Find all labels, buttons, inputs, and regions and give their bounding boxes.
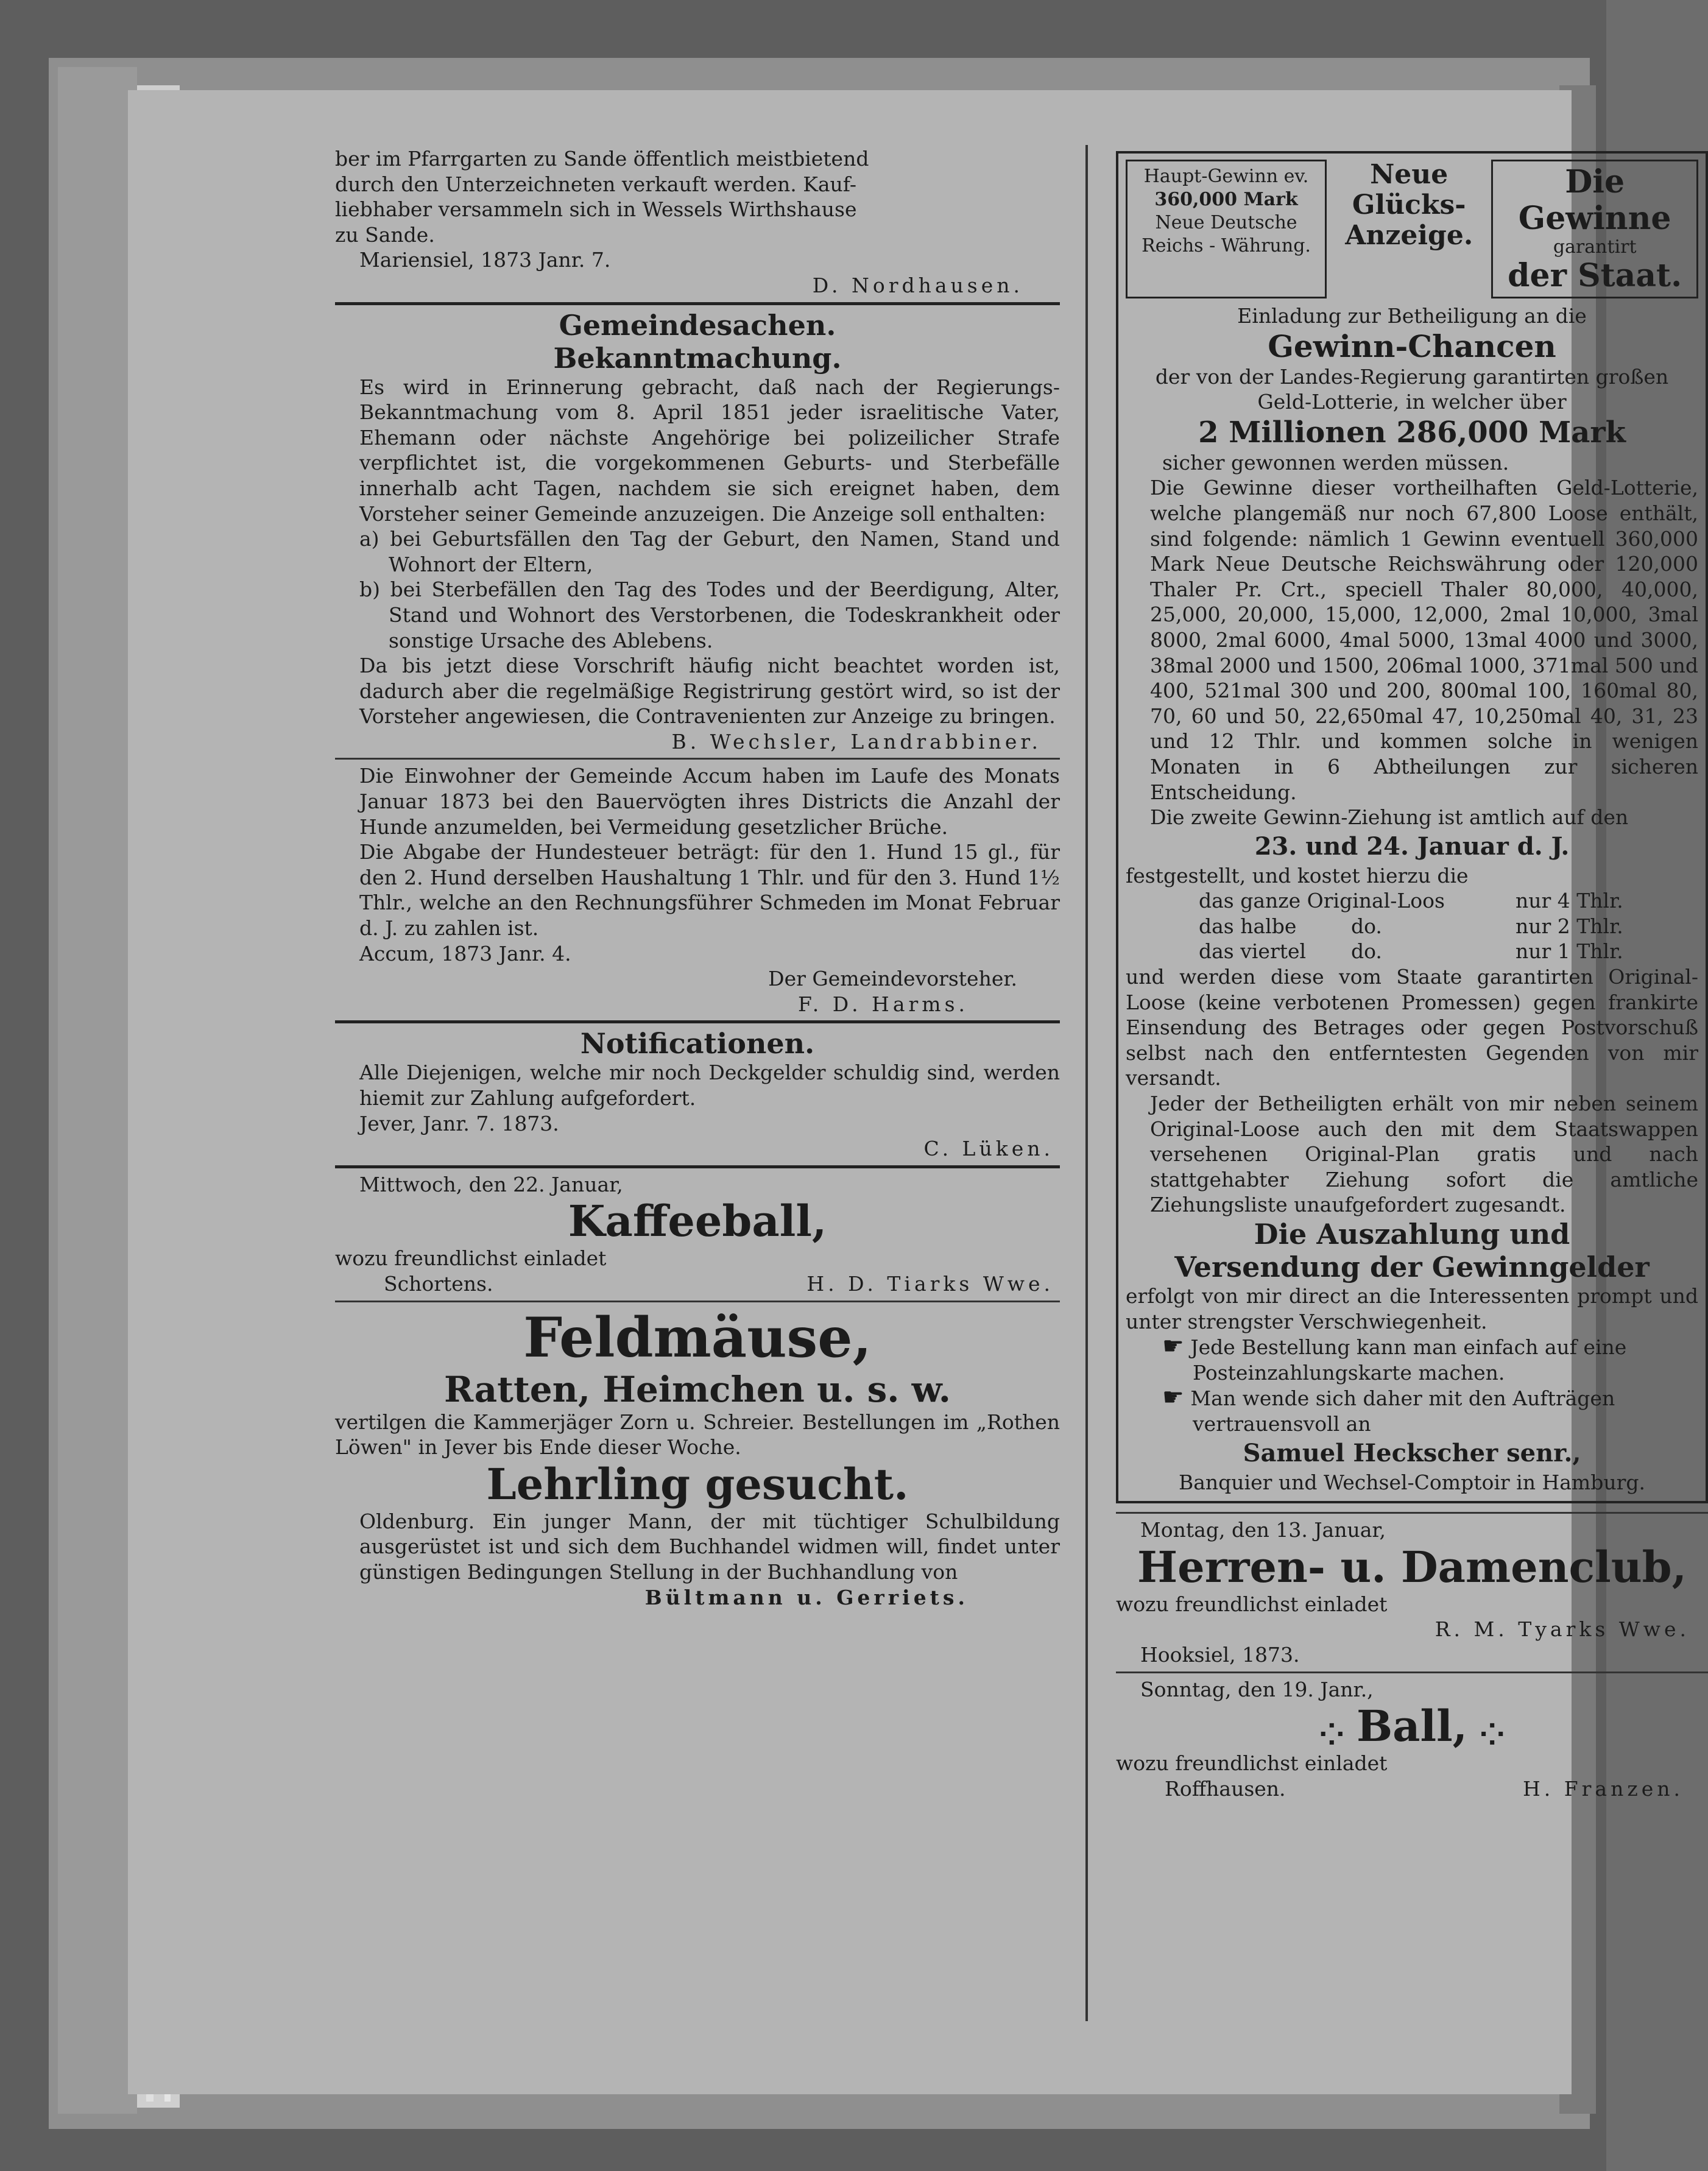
box-line: Neue <box>1370 159 1449 190</box>
box-line: 360,000 Mark <box>1154 189 1298 210</box>
box-line: Neue Deutsche <box>1155 212 1297 233</box>
paragraph: Da bis jetzt diese Vorschrift häufig nicht beachtet worden ist, dadurch aber die regelmäßige Registrirung gestört wird, so ist der Vorsteher angewiesen, die Contravenienten zur Anzeige zu bringen. <box>359 654 1060 729</box>
versendung-title: Versendung der Gewinngelder <box>1174 1251 1650 1283</box>
accum-signature: F. D. Harms. <box>798 992 969 1016</box>
ball-footer <box>1116 1776 1708 1802</box>
newspaper-page <box>128 90 1698 2094</box>
ball-title: Ball, <box>1356 1701 1468 1752</box>
section-divider <box>335 1301 1060 1302</box>
rabbi-signature: B. Wechsler, Landrabbiner. <box>671 729 1042 754</box>
price-item: das ganze Original-Loos <box>1199 889 1445 913</box>
ball-place: Roffhausen. <box>1165 1776 1286 1801</box>
lehrling-signature: Bültmann u. Gerriets. <box>644 1585 969 1609</box>
section-divider <box>335 1020 1060 1023</box>
price-ditto: do. <box>1351 939 1382 964</box>
bestellung-block <box>1126 1334 1698 1436</box>
price-row <box>1199 914 1698 939</box>
kaffee-footer <box>335 1271 1060 1297</box>
lottery-header <box>1126 160 1698 298</box>
notificationen-heading: Notificationen. <box>580 1027 815 1061</box>
haupt-gewinn-box <box>1126 160 1327 298</box>
price-amount: nur 4 Thlr. <box>1516 889 1623 913</box>
accum-signature-title: Der Gemeindevorsteher. <box>768 967 1017 991</box>
box-line: Anzeige. <box>1345 220 1473 251</box>
bekanntmachung-heading: Bekanntmachung. <box>553 341 842 375</box>
paragraph: Es wird in Erinnerung gebracht, daß nach der Regierungs-Bekanntmachung vom 8. April 1851 jeder israelitische Vater, Ehemann oder nächste Angehörige bei polizeilicher Strafe verpflichtet ist, die vorgekommenen Geburts- und Sterbefälle innerhalb acht Tagen, nachdem sie sich ereignet haben, dem Vorsteher seiner Gemeinde anzuzeigen. Die Anzeige soll enthalten: <box>359 375 1060 526</box>
intro-place-date: Mariensiel, 1873 Janr. 7. <box>359 248 611 272</box>
column-divider <box>1085 145 1088 2021</box>
wende-text: Man wende sich daher mit den Aufträgen <box>1190 1386 1615 1411</box>
club-date: Montag, den 13. Januar, <box>1140 1518 1386 1542</box>
paragraph: Jeder der Betheiligten erhält von mir neben seinem Original-Loose auch den mit dem Staatswappen versehenen Original-Plan gratis und nach stattgehabter Ziehung sofort die amtliche Ziehungsliste unaufgefordert zugesandt. <box>1150 1092 1698 1217</box>
intro-signature: D. Nordhausen. <box>812 273 1023 297</box>
lehrling-text <box>335 1509 1060 1610</box>
ball-date: Sonntag, den 19. Janr., <box>1140 1677 1374 1701</box>
price-ditto: do. <box>1351 914 1382 938</box>
paragraph: Alle Diejenigen, welche mir noch Deckgelder schuldig sind, werden hiemit zur Zahlung aufgefordert. <box>359 1061 1060 1110</box>
notificationen-notice <box>335 1060 1060 1161</box>
intro-line: liebhaber versammeln sich in Wessels Wirthshause <box>335 197 857 222</box>
price-row <box>1199 939 1698 964</box>
club-signature: R. M. Tyarks Wwe. <box>1435 1617 1690 1642</box>
paragraph: Oldenburg. Ein junger Mann, der mit tüchtiger Schulbildung ausgerüstet ist und sich dem Buchhandel widmen will, findet unter günstigen Bedingungen Stellung in der Buchhandlung von <box>359 1509 1060 1584</box>
kaffeeball-ad <box>335 1172 1060 1297</box>
kaffee-signature: H. D. Tiarks Wwe. <box>806 1271 1054 1296</box>
damenclub-ad <box>1116 1517 1708 1667</box>
banker-name: Samuel Heckscher senr., <box>1243 1438 1581 1467</box>
staat-garantie-box <box>1491 160 1698 298</box>
list-item: a) bei Geburtsfällen den Tag der Geburt, den Namen, Stand und Wohnort der Eltern, <box>359 527 1060 576</box>
intro-line: durch den Unterzeichneten verkauft werden. Kauf- <box>335 172 856 196</box>
box-line: Die Gewinne <box>1518 163 1671 237</box>
section-divider <box>335 302 1060 305</box>
kostet-line: festgestellt, und kostet hierzu die <box>1126 863 1469 888</box>
lotterie-text: der von der Landes-Regierung garantirten großen Geld-Lotterie, in welcher über <box>1155 364 1669 414</box>
invite-line: Einladung zur Betheiligung an die <box>1237 304 1587 328</box>
pointing-hand-icon: ☛ <box>1162 1383 1184 1412</box>
versand-text <box>1126 964 1698 1218</box>
left-column <box>335 146 1060 1610</box>
price-item: das viertel <box>1199 939 1307 964</box>
ziehung-date: 23. und 24. Januar d. J. <box>1254 831 1570 861</box>
club-title: Herren- u. Damenclub, <box>1137 1541 1687 1592</box>
kaffee-place: Schortens. <box>384 1271 493 1296</box>
paragraph: Die zweite Gewinn-Ziehung ist amtlich auf den <box>1150 805 1629 830</box>
wende-line <box>1162 1385 1698 1411</box>
erfolgt-text: erfolgt von mir direct an die Interessenten prompt und unter strengster Verschwiegenheit. <box>1126 1284 1698 1333</box>
ball-ad <box>1116 1677 1708 1802</box>
accum-notice <box>335 763 1060 1017</box>
list-item: b) bei Sterbefällen den Tag des Todes und der Beerdigung, Alter, Stand und Wohnort des Verstorbenen, die Todeskrankheit oder sonstige Ursache des Ablebens. <box>359 577 1060 652</box>
price-item: das halbe <box>1199 914 1297 938</box>
notif-signature: C. Lüken. <box>923 1137 1054 1161</box>
club-invite: wozu freundlichst einladet <box>1116 1592 1388 1616</box>
glueck-anzeige-box <box>1333 160 1485 298</box>
bestellung-line <box>1162 1360 1698 1386</box>
notif-place-date: Jever, Janr. 7. 1873. <box>359 1111 559 1135</box>
sicher-line: sicher gewonnen werden müssen. <box>1162 450 1509 475</box>
kaffee-invite: wozu freundlichst einladet <box>335 1246 607 1271</box>
right-column <box>1116 151 1708 1801</box>
pointing-hand-icon: ☛ <box>1162 1332 1184 1361</box>
lottery-ad <box>1116 151 1708 1503</box>
club-place: Hooksiel, 1873. <box>1140 1642 1300 1667</box>
box-line: garantirt <box>1553 236 1637 258</box>
feldmaeuse-subtitle: Ratten, Heimchen u. s. w. <box>444 1368 951 1410</box>
price-row <box>1199 888 1698 914</box>
ball-invite: wozu freundlichst einladet <box>1116 1751 1388 1776</box>
box-line: der Staat. <box>1508 257 1682 294</box>
ball-title-row <box>1116 1701 1708 1761</box>
box-line: Glücks- <box>1352 189 1466 221</box>
intro-line: ber im Pfarrgarten zu Sande öffentlich meistbietend <box>335 147 869 171</box>
box-line: Haupt-Gewinn ev. <box>1143 166 1309 187</box>
box-line: Reichs - Währung. <box>1142 235 1311 256</box>
kaffee-date: Mittwoch, den 22. Januar, <box>359 1172 623 1196</box>
wende-line <box>1162 1411 1698 1437</box>
feldmaeuse-text <box>335 1410 1060 1460</box>
banker-subtitle: Banquier und Wechsel-Comptoir in Hamburg. <box>1179 1470 1645 1494</box>
gewinne-text <box>1126 475 1698 830</box>
millionen-headline: 2 Millionen 286,000 Mark <box>1198 415 1626 450</box>
bekanntmachung-text <box>335 375 1060 755</box>
paragraph: Die Abgabe der Hundesteuer beträgt: für den 1. Hund 15 gl., für den 2. Hund derselben Haushaltung 1 Thlr. und für den 3. Hund 1½ Thlr., welche an den Rechnungsführer Schmeden im Monat Februar d. J. zu zahlen ist. <box>359 840 1060 941</box>
ball-signature: H. Franzen. <box>1522 1776 1684 1801</box>
auszahlung-title: Die Auszahlung und <box>1254 1218 1570 1251</box>
ornament-icon: ⁘ <box>1313 1709 1350 1761</box>
paragraph: Die Gewinne dieser vortheilhaften Geld-Lotterie, welche plangemäß nur noch 67,800 Loose enthält, sind folgende: nämlich 1 Gewinn eventuell 360,000 Mark Neue Deutsche Reichswährung oder 120,000 Thaler Pr. Crt., speciell Thaler 80,000, 40,000, 25,000, 20,000, 15,000, 12,000, 2mal 10,000, 3mal 8000, 2mal 6000, 4mal 5000, 13mal 4000 und 3000, 38mal 2000 und 1500, 206mal 1000, 371mal 500 und 400, 521mal 300 und 200, 800mal 100, 160mal 80, 70, 60 und 50, 22,650mal 47, 10,250mal 40, 31, 23 und 12 Thlr. und kommen solche in wenigen Monaten in 6 Abtheilungen zur sicheren Entscheidung. <box>1150 476 1698 804</box>
paragraph: und werden diese vom Staate garantirten Original-Loose (keine verbotenen Promessen) gegen frankirte Einsendung des Betrages oder gegen Postvorschuß selbst nach den entferntesten Gegenden von mir versandt. <box>1126 965 1698 1090</box>
price-amount: nur 1 Thlr. <box>1516 939 1623 964</box>
paragraph: Die Einwohner der Gemeinde Accum haben im Laufe des Monats Januar 1873 bei den Bauervögten ihres Districts die Anzahl der Hunde anzumelden, bei Vermeidung gesetzlicher Brüche. <box>359 764 1060 839</box>
section-divider <box>335 1165 1060 1168</box>
intro-line: zu Sande. <box>335 222 435 247</box>
section-divider <box>335 758 1060 760</box>
gewinn-chancen-title: Gewinn-Chancen <box>1268 328 1556 364</box>
price-list <box>1126 888 1698 964</box>
accum-place-date: Accum, 1873 Janr. 4. <box>359 941 571 965</box>
bestellung-line <box>1162 1334 1698 1360</box>
kaffeeball-title: Kaffeeball, <box>568 1196 827 1247</box>
ornament-icon: ⁘ <box>1473 1709 1511 1761</box>
gemeinde-heading: Gemeindesachen. <box>559 308 836 342</box>
auction-notice <box>335 146 1060 298</box>
price-amount: nur 2 Thlr. <box>1516 914 1623 938</box>
wende-text: vertrauensvoll an <box>1193 1411 1371 1436</box>
section-divider <box>1116 1512 1708 1514</box>
feldmaeuse-title: Feldmäuse, <box>523 1305 872 1370</box>
section-divider <box>1116 1671 1708 1673</box>
bestellung-text: Posteinzahlungskarte machen. <box>1193 1360 1505 1385</box>
lehrling-title: Lehrling gesucht. <box>486 1458 909 1509</box>
bestellung-text: Jede Bestellung kann man einfach auf eine <box>1190 1335 1627 1360</box>
paragraph: vertilgen die Kammerjäger Zorn u. Schreier. Bestellungen im „Rothen Löwen" in Jever bis Ende dieser Woche. <box>335 1410 1060 1460</box>
